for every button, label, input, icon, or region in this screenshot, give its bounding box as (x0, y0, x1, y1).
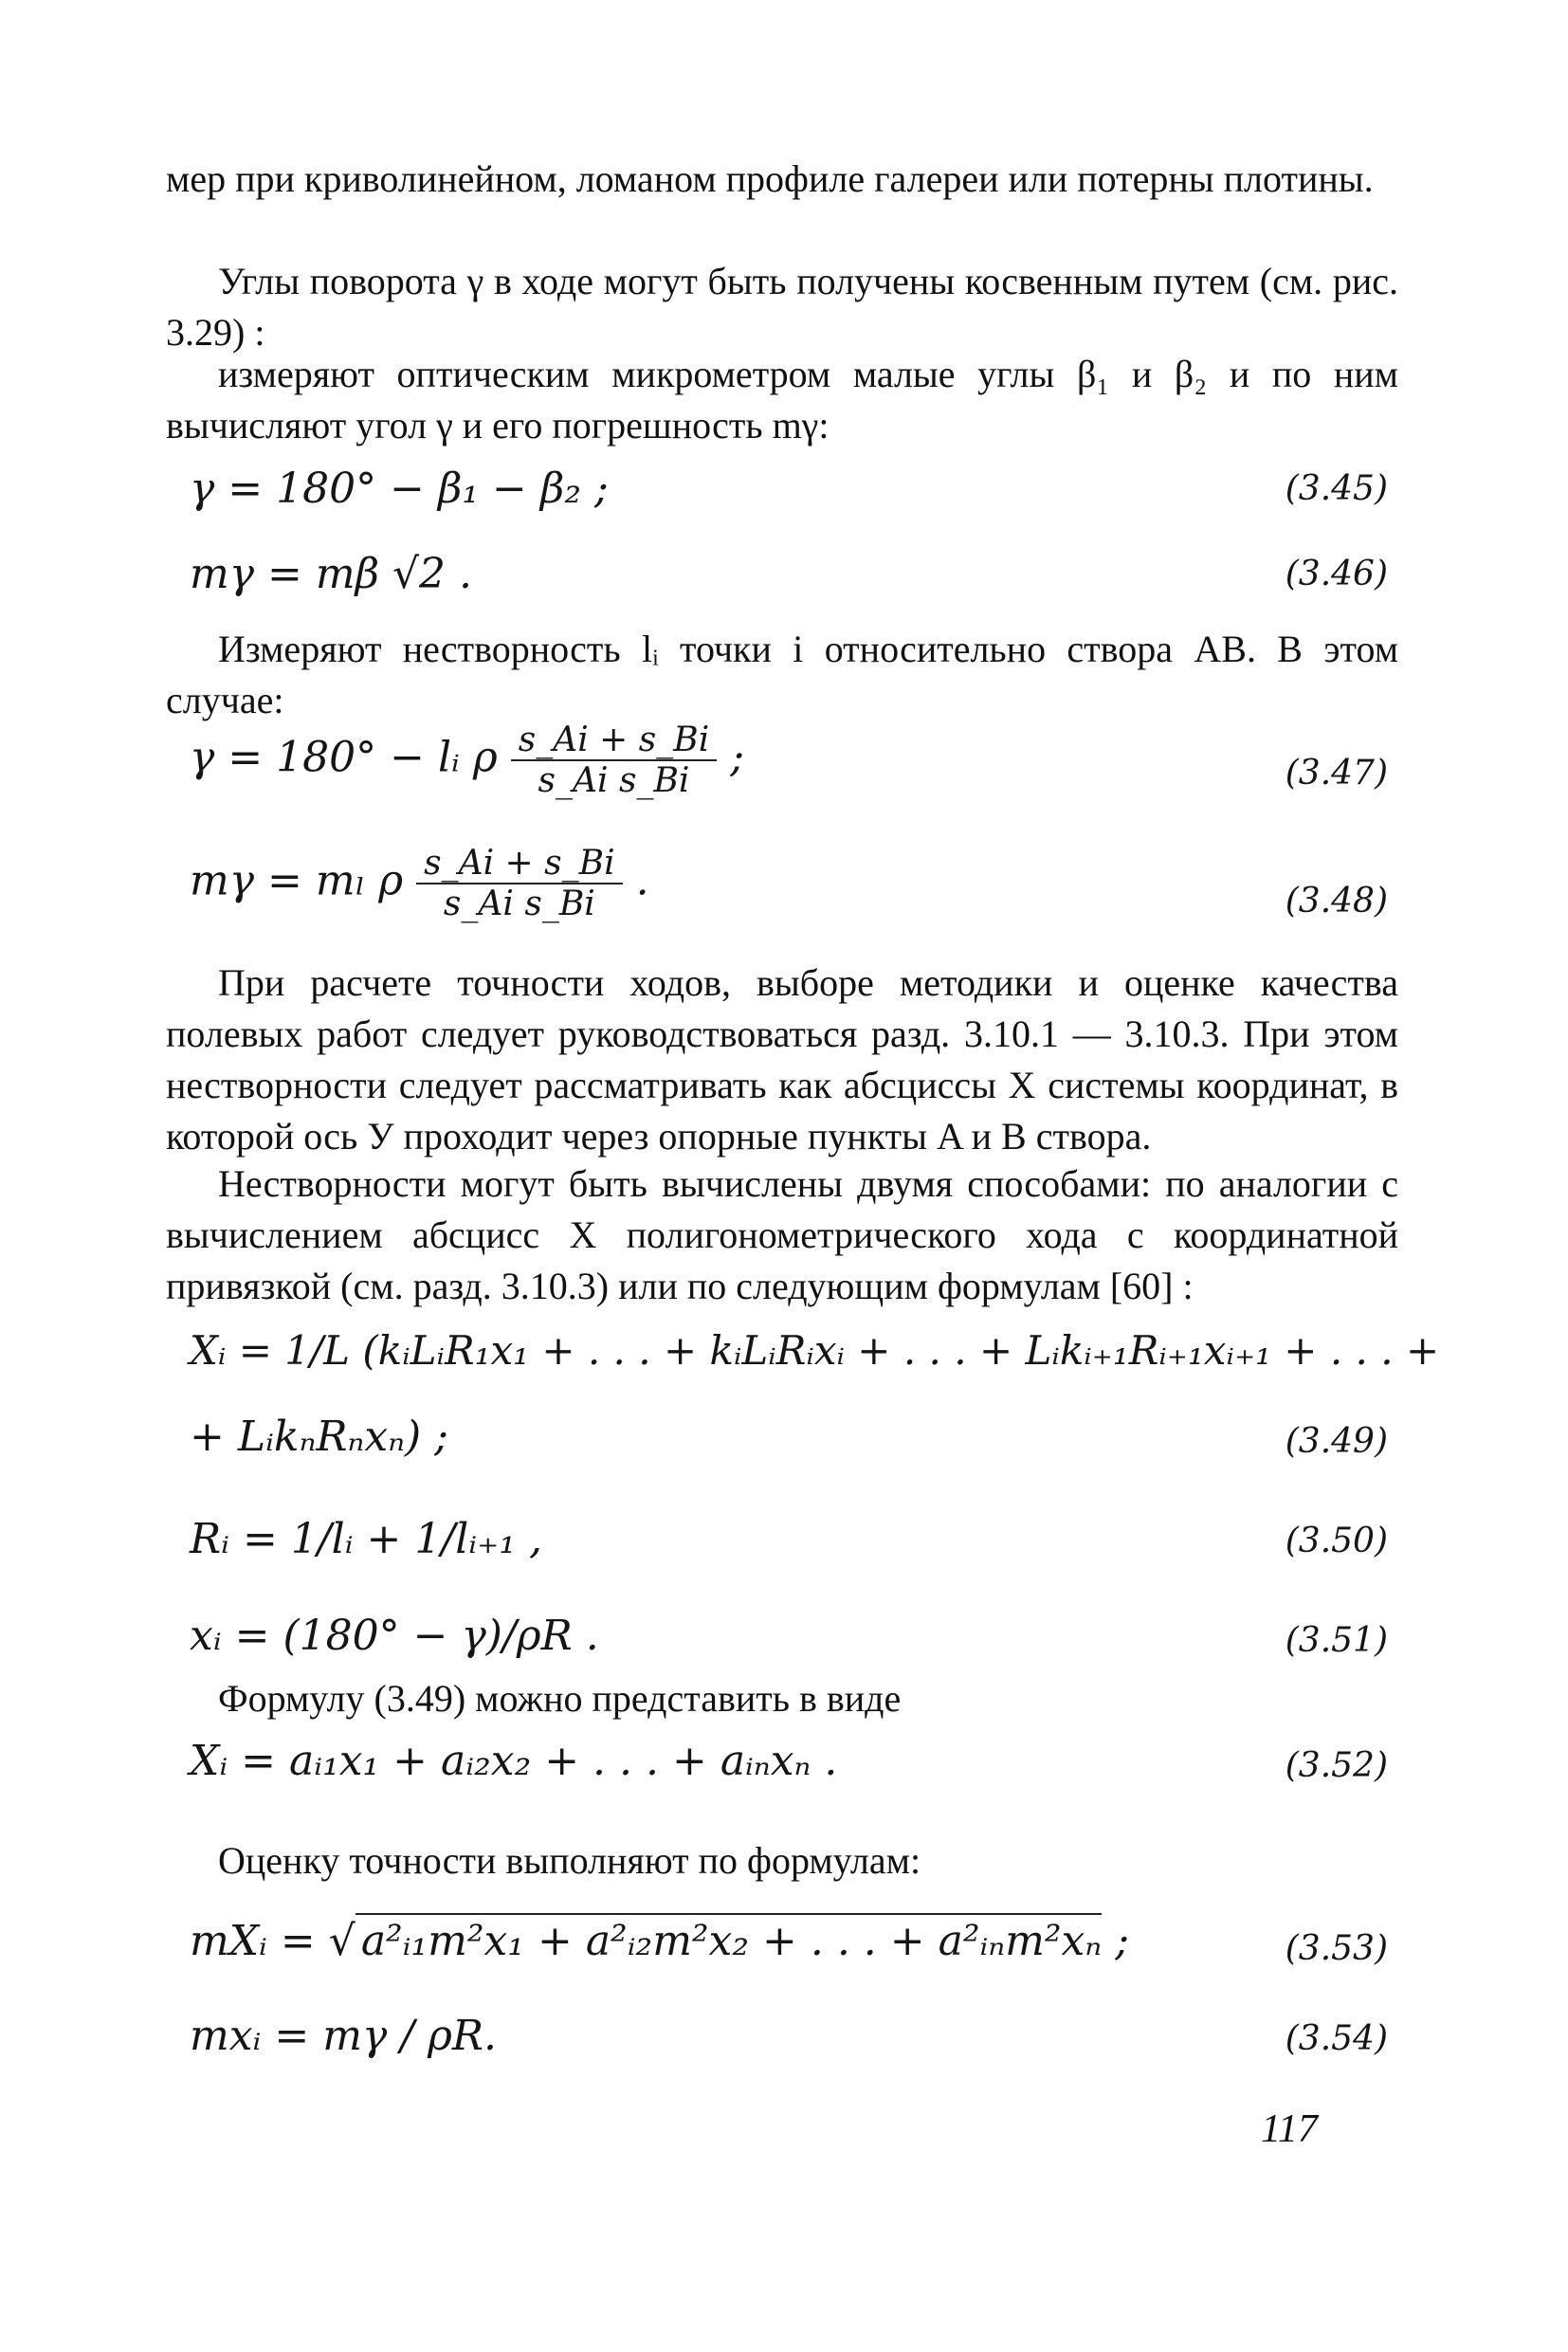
equation-3-53-lhs: mXᵢ = (190, 1917, 316, 1965)
paragraph-non-alignment: Измеряют нестворность lᵢ точки i относительно створа AB. В этом случае: (166, 628, 1398, 721)
paragraph-accuracy: При расчете точности ходов, выборе методики и оценке качества полевых работ следует руководствоваться разд. 3.10.1 — 3.10.3. При этом нестворности следует рассматривать как абсциссы X системы координат, в которой ось У проходит через опорные пункты A и B створа. (166, 961, 1398, 1158)
sqrt-symbol: √ (328, 1917, 356, 1965)
equation-3-46: mγ = mβ √2 . (190, 550, 473, 598)
equation-3-54: mxᵢ = mγ / ρR. (190, 2012, 498, 2060)
paragraph-methods: Нестворности могут быть вычислены двумя способами: по аналогии с вычислением абсцисс X полигонометрического хода с координатной привязкой (см. разд. 3.10.3) или по следующим формулам [60] : (166, 1162, 1398, 1307)
equation-3-48-tail: . (635, 856, 649, 905)
equation-3-47-lhs: γ = 180° − lᵢ ρ (190, 733, 498, 782)
equation-3-49-line2: + LᵢkₙRₙxₙ) ; (190, 1413, 449, 1461)
equation-number-3-47: (3.47) (1285, 754, 1388, 793)
equation-3-53-radicand: a²ᵢ₁m²x₁ + a²ᵢ₂m²x₂ + . . . + a²ᵢₙm²xₙ (356, 1913, 1102, 1965)
equation-3-52: Xᵢ = aᵢ₁x₁ + aᵢ₂x₂ + . . . + aᵢₙxₙ . (190, 1737, 838, 1785)
page-number: 117 (1261, 2107, 1318, 2151)
equation-3-47-numerator: s_Ai + s_Bi (511, 720, 717, 761)
equation-3-47-tail: ; (730, 733, 745, 782)
equation-number-3-50: (3.50) (1285, 1522, 1388, 1560)
equation-3-49-line1: Xᵢ = 1/L (kᵢLᵢR₁x₁ + . . . + kᵢLᵢRᵢxᵢ + . . . + Lᵢkᵢ₊₁Rᵢ₊₁xᵢ₊₁ + . . . + (190, 1327, 1440, 1374)
equation-3-47-fraction (511, 720, 717, 800)
equation-number-3-52: (3.52) (1285, 1746, 1388, 1785)
equation-number-3-48: (3.48) (1285, 882, 1388, 921)
equation-number-3-54: (3.54) (1285, 2019, 1388, 2058)
equation-number-3-49: (3.49) (1285, 1422, 1388, 1461)
equation-3-53-tail: ; (1115, 1917, 1130, 1965)
paragraph-evaluation: Оценку точности выполняют по формулам: (218, 1839, 921, 1882)
paragraph-micrometer: измеряют оптическим микрометром малые углы β₁ и β₂ и по ним вычисляют угол γ и его погрешность mγ: (166, 353, 1398, 447)
equation-3-47-denominator: s_Ai s_Bi (538, 761, 690, 800)
equation-number-3-53: (3.53) (1285, 1929, 1388, 1968)
equation-3-48-denominator: s_Ai s_Bi (443, 884, 595, 923)
equation-3-48-lhs: mγ = mₗ ρ (190, 856, 404, 905)
paragraph-represent: Формулу (3.49) можно представить в виде (218, 1677, 902, 1720)
equation-3-50: Rᵢ = 1/lᵢ + 1/lᵢ₊₁ , (190, 1515, 542, 1563)
equation-number-3-46: (3.46) (1285, 555, 1388, 593)
equation-number-3-51: (3.51) (1285, 1621, 1388, 1660)
paragraph-continuation: мер при криволинейном, ломаном профиле галереи или потерны плотины. (166, 157, 1374, 200)
paragraph-rotation-angles: Углы поворота γ в ходе могут быть получены косвенным путем (см. рис. 3.29) : (166, 260, 1398, 354)
equation-3-45: γ = 180° − β₁ − β₂ ; (190, 465, 609, 513)
equation-3-51: xᵢ = (180° − γ)/ρR . (190, 1612, 599, 1660)
equation-3-47 (190, 720, 744, 800)
equation-3-53 (190, 1913, 1129, 1965)
equation-3-48-numerator: s_Ai + s_Bi (416, 844, 622, 884)
equation-number-3-45: (3.45) (1285, 469, 1388, 508)
equation-3-48-fraction (416, 844, 622, 923)
equation-3-48 (190, 844, 649, 923)
